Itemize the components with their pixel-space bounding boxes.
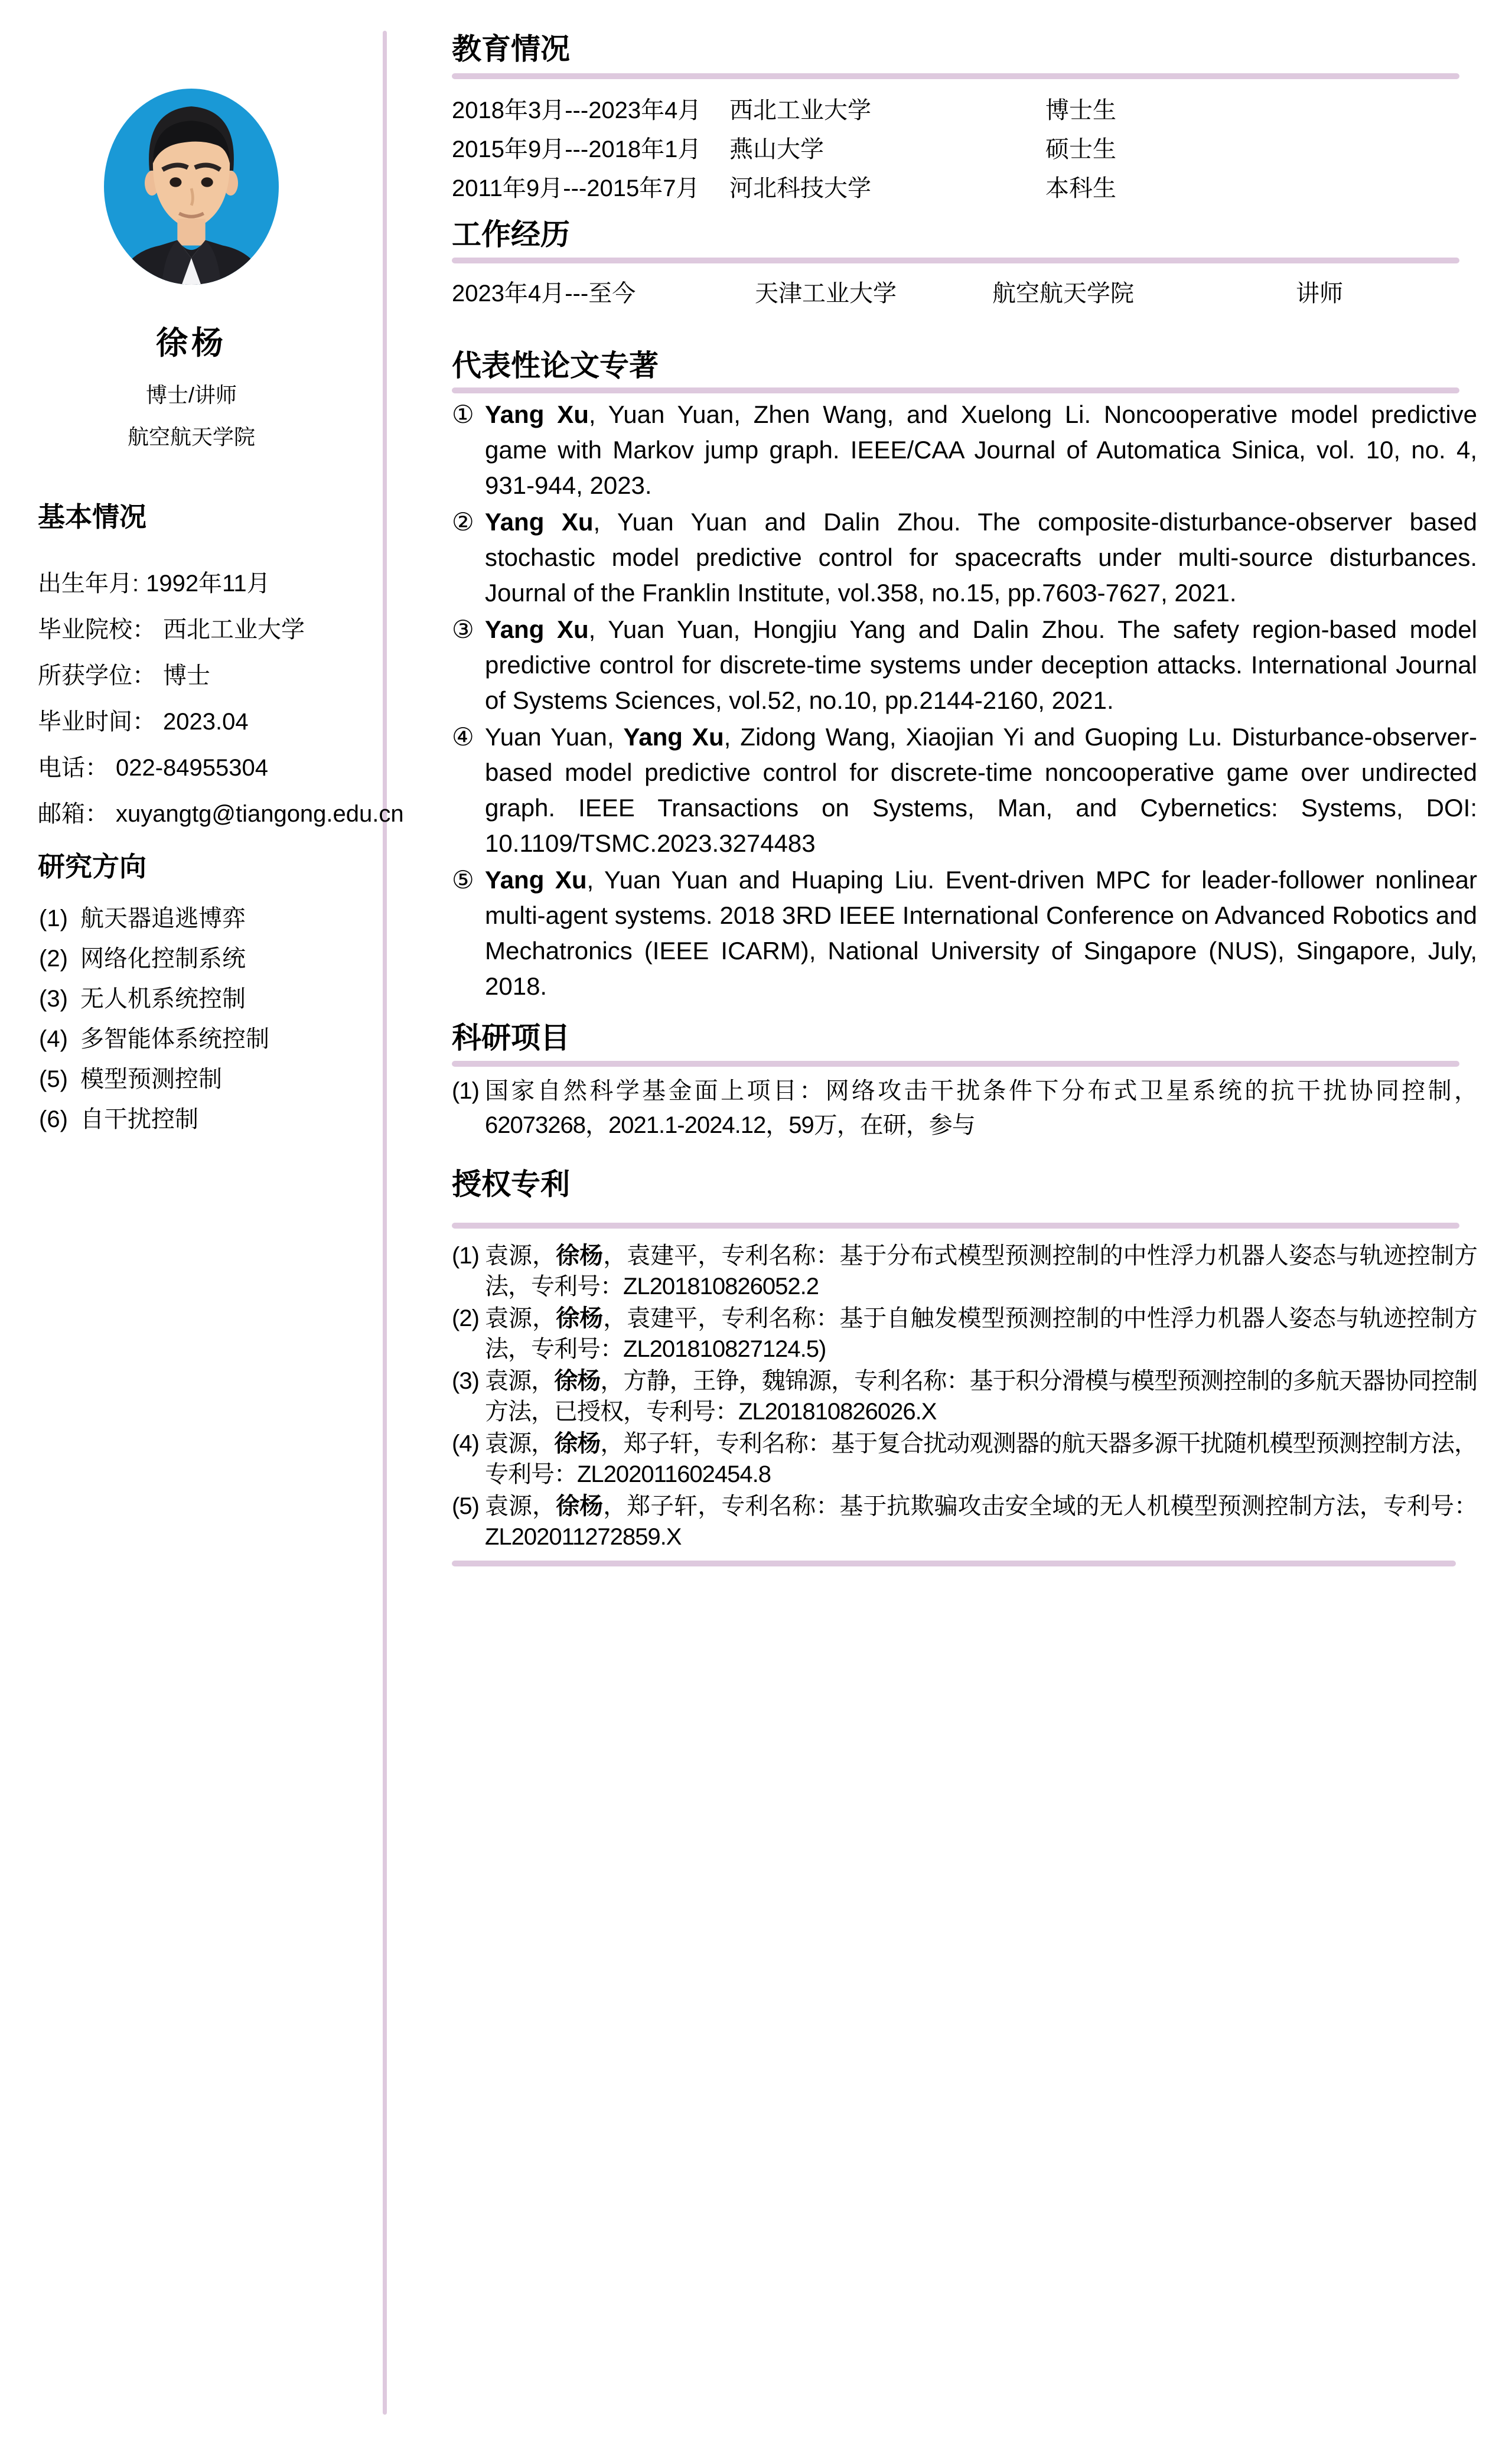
closing-rule <box>452 1561 1456 1566</box>
edu-degree: 硕士生 <box>1045 136 1116 162</box>
patent-item <box>452 1428 1477 1490</box>
section-rule <box>452 1223 1459 1229</box>
work-dept: 航空航天学院 <box>992 281 1134 307</box>
info-item-email <box>38 791 404 837</box>
projects-list <box>452 1074 1477 1142</box>
research-item <box>39 1019 383 1059</box>
item-text: 航天器追逃博弈 <box>80 905 246 931</box>
item-number: (4) <box>39 1026 68 1052</box>
work-row <box>452 274 1477 313</box>
basic-info-list <box>38 561 404 837</box>
work-org: 天津工业大学 <box>755 281 897 307</box>
main-content <box>452 0 1477 1566</box>
section-rule <box>452 1061 1459 1067</box>
work-section <box>452 216 1477 313</box>
edu-period: 2015年9月---2018年1月 <box>452 136 702 162</box>
item-text: 无人机系统控制 <box>80 986 246 1012</box>
education-row <box>452 91 1477 130</box>
info-value: 1992年11月 <box>146 571 271 597</box>
patent-text: 袁源，徐杨，郑子轩，专利名称：基于复合扰动观测器的航天器多源干扰随机模型预测控制方法，专利号：ZL202011602454.8 <box>485 1431 1478 1487</box>
publication-item <box>452 612 1477 718</box>
project-text: 国家自然科学基金面上项目：网络攻击干扰条件下分布式卫星系统的抗干扰协同控制，62073268，2021.1-2024.12，59万，在研，参与 <box>485 1078 1477 1138</box>
research-item <box>39 939 383 979</box>
person-name: 徐杨 <box>156 325 227 361</box>
edu-period: 2018年3月---2023年4月 <box>452 97 702 123</box>
patent-text: 袁源，徐杨，袁建平，专利名称：基于自触发模型预测控制的中性浮力机器人姿态与轨迹控制方法，专利号：ZL201810827124.5) <box>485 1305 1478 1362</box>
item-number: (5) <box>452 1493 479 1519</box>
work-heading: 工作经历 <box>452 218 570 251</box>
person-title: 博士/讲师 <box>145 383 237 407</box>
item-number: (3) <box>452 1368 479 1394</box>
item-number: ③ <box>452 615 474 643</box>
item-text: 网络化控制系统 <box>80 946 246 972</box>
highlighted-author: Yang Xu <box>623 723 724 751</box>
edu-degree: 本科生 <box>1045 175 1116 201</box>
research-directions-list <box>39 898 383 1139</box>
profile-photo <box>104 89 279 285</box>
publication-item <box>452 504 1477 611</box>
patents-list <box>452 1240 1477 1552</box>
patents-section <box>452 1166 1477 1566</box>
patent-item <box>452 1491 1477 1552</box>
item-number: (2) <box>39 946 68 972</box>
info-item-degree <box>38 653 383 699</box>
info-value: xuyangtg@tiangong.edu.cn <box>116 801 404 827</box>
publication-text: Yuan Yuan, Yang Xu, Zidong Wang, Xiaojian Yi and Guoping Lu. Disturbance-observer-based model predictive control for discrete-time noncooperative game over undirected graph. IEEE Transactions on Systems, Man, and Cybernetics: Systems, DOI: 10.1109/TSMC.2023.3274483 <box>485 723 1478 857</box>
work-period: 2023年4月---至今 <box>452 281 636 307</box>
info-item-grad-time <box>38 699 383 745</box>
item-number: (6) <box>39 1106 68 1132</box>
highlighted-author: 徐杨 <box>554 1431 601 1457</box>
basic-info-heading: 基本情况 <box>38 501 146 532</box>
item-number: (1) <box>452 1078 479 1104</box>
publication-text: Yang Xu, Yuan Yuan and Dalin Zhou. The composite-disturbance-observer based stochastic model predictive control for spacecrafts under multi-source disturbances. Journal of the Franklin Institute, vol.358, no.15, pp.7603-7627, 2021. <box>485 508 1478 607</box>
patent-text: 袁源，徐杨，方静，王铮，魏锦源，专利名称：基于积分滑模与模型预测控制的多航天器协同控制方法，已授权，专利号：ZL201810826026.X <box>485 1368 1478 1425</box>
item-number: ② <box>452 508 474 536</box>
item-number: (5) <box>39 1066 68 1092</box>
publication-item <box>452 862 1477 1004</box>
info-label: 出生年月: <box>38 571 139 597</box>
publications-list <box>452 397 1477 1004</box>
research-item <box>39 979 383 1019</box>
research-directions-heading: 研究方向 <box>38 851 146 882</box>
info-item-birth <box>38 561 383 607</box>
item-number: ⑤ <box>452 866 474 894</box>
info-value: 西北工业大学 <box>163 617 305 643</box>
work-table <box>452 274 1477 313</box>
info-label: 邮箱： <box>38 801 109 827</box>
info-value: 博士 <box>163 663 210 689</box>
projects-heading: 科研项目 <box>452 1021 570 1054</box>
publication-item <box>452 397 1477 503</box>
person-department: 航空航天学院 <box>127 425 255 449</box>
publication-text: Yang Xu, Yuan Yuan, Hongjiu Yang and Dalin Zhou. The safety region-based model predictive control for discrete-time systems under deception attacks. International Journal of Systems Sciences, vol.52, no.10, pp.2144-2160, 2021. <box>485 615 1478 714</box>
edu-school: 西北工业大学 <box>729 97 871 123</box>
section-rule <box>452 258 1459 263</box>
item-number: (3) <box>39 986 68 1012</box>
education-heading: 教育情况 <box>452 32 570 66</box>
publication-item <box>452 719 1477 861</box>
education-table <box>452 91 1477 208</box>
highlighted-author: 徐杨 <box>556 1243 604 1269</box>
education-section <box>452 31 1477 208</box>
patent-text: 袁源，徐杨，郑子轩，专利名称：基于抗欺骗攻击安全域的无人机模型预测控制方法，专利号：ZL202011272859.X <box>485 1493 1478 1550</box>
highlighted-author: 徐杨 <box>556 1493 604 1519</box>
info-label: 毕业时间： <box>38 709 156 735</box>
info-label: 电话： <box>38 755 109 781</box>
info-value: 022-84955304 <box>116 755 269 781</box>
edu-period: 2011年9月---2015年7月 <box>452 175 700 201</box>
item-number: (4) <box>452 1431 479 1457</box>
info-item-school <box>38 607 383 653</box>
work-title: 讲师 <box>1296 281 1343 307</box>
publications-section <box>452 347 1477 1004</box>
item-number: (2) <box>452 1305 479 1331</box>
publications-heading: 代表性论文专著 <box>452 349 659 382</box>
publication-text: Yang Xu, Yuan Yuan and Huaping Liu. Event-driven MPC for leader-follower nonlinear multi-agent systems. 2018 3RD IEEE International Conference on Advanced Robotics and Mechatronics (IEEE ICARM), National University of Singapore (NUS), Singapore, July, 2018. <box>485 866 1477 1000</box>
highlighted-author: 徐杨 <box>556 1305 604 1331</box>
info-label: 毕业院校： <box>38 617 156 643</box>
item-text: 模型预测控制 <box>80 1066 222 1092</box>
research-item <box>39 1059 383 1099</box>
publication-text: Yang Xu, Yuan Yuan, Zhen Wang, and Xuelong Li. Noncooperative model predictive game with Markov jump graph. IEEE/CAA Journal of Automatica Sinica, vol. 10, no. 4, 931-944, 2023. <box>485 400 1478 499</box>
highlighted-author: Yang Xu <box>485 508 594 536</box>
edu-degree: 博士生 <box>1045 97 1116 123</box>
section-rule <box>452 73 1459 79</box>
project-item <box>452 1074 1477 1142</box>
item-number: ① <box>452 400 474 428</box>
highlighted-author: Yang Xu <box>485 400 589 428</box>
sidebar <box>0 0 404 1139</box>
patents-heading: 授权专利 <box>452 1168 570 1201</box>
highlighted-author: Yang Xu <box>485 615 589 643</box>
edu-school: 河北科技大学 <box>729 175 871 201</box>
education-row <box>452 130 1477 169</box>
item-number: (1) <box>39 905 68 931</box>
section-rule <box>452 387 1459 393</box>
patent-item <box>452 1240 1477 1302</box>
person-portrait-illustration <box>104 89 279 285</box>
education-row <box>452 169 1477 208</box>
item-text: 自干扰控制 <box>80 1106 198 1132</box>
item-number: ④ <box>452 723 474 751</box>
highlighted-author: Yang Xu <box>485 866 587 894</box>
patent-text: 袁源，徐杨，袁建平，专利名称：基于分布式模型预测控制的中性浮力机器人姿态与轨迹控制方法，专利号：ZL201810826052.2 <box>485 1243 1478 1299</box>
item-text: 多智能体系统控制 <box>80 1026 269 1052</box>
info-label: 所获学位： <box>38 663 156 689</box>
patent-item <box>452 1303 1477 1364</box>
highlighted-author: 徐杨 <box>554 1368 601 1394</box>
patent-item <box>452 1366 1477 1427</box>
item-number: (1) <box>452 1243 479 1269</box>
edu-school: 燕山大学 <box>729 136 824 162</box>
research-item <box>39 898 383 939</box>
projects-section <box>452 1019 1477 1142</box>
research-item <box>39 1099 383 1139</box>
sidebar-divider <box>383 31 387 2415</box>
info-item-phone <box>38 745 383 791</box>
info-value: 2023.04 <box>163 709 249 735</box>
